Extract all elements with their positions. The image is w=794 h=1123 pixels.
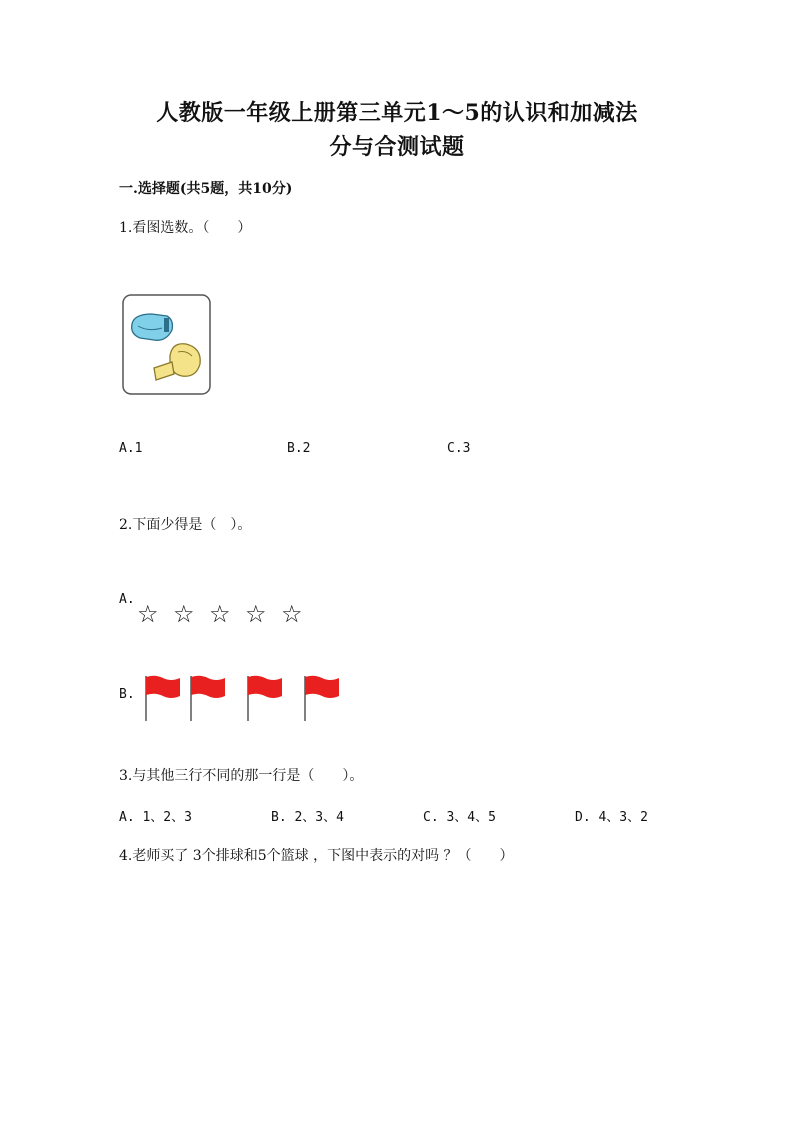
wristband-icon (132, 314, 173, 340)
red-flag-icon (302, 674, 342, 722)
question-3-option-c: C. 3、4、5 (423, 810, 496, 825)
question-1: 1.看图选数。（ ） (119, 220, 252, 236)
question-3: 3.与其他三行不同的那一行是（ ）。 (119, 768, 364, 784)
page-title: 人教版一年级上册第三单元1～5的认识和加减法 (156, 100, 638, 126)
question-2-stars (137, 602, 337, 628)
star-icon: ☆ (173, 600, 195, 628)
page-subtitle: 分与合测试题 (329, 134, 465, 160)
question-2-flags (143, 674, 353, 724)
question-2-option-a-label: A. (119, 592, 135, 607)
red-flag-icon (245, 674, 285, 722)
question-1-image (122, 294, 211, 395)
question-2-option-b-label: B. (119, 687, 135, 702)
question-1-option-c: C.3 (447, 441, 471, 456)
section-heading: 一.选择题(共5题，共10分) (119, 181, 293, 197)
red-flag-icon (143, 674, 183, 722)
star-icon: ☆ (245, 600, 267, 628)
star-icon: ☆ (209, 600, 231, 628)
question-3-option-d: D. 4、3、2 (575, 810, 648, 825)
star-icon: ☆ (281, 600, 303, 628)
red-flag-icon (188, 674, 228, 722)
question-3-option-a: A. 1、2、3 (119, 810, 192, 825)
question-3-option-b: B. 2、3、4 (271, 810, 344, 825)
question-1-option-b: B.2 (287, 441, 311, 456)
question-1-option-a: A.1 (119, 441, 143, 456)
question-2: 2.下面少得是（ ）。 (119, 517, 252, 533)
question-4: 4.老师买了 3个排球和5个篮球 ，下图中表示的对吗 ？（ ） (119, 848, 514, 864)
star-icon: ☆ (137, 600, 159, 628)
